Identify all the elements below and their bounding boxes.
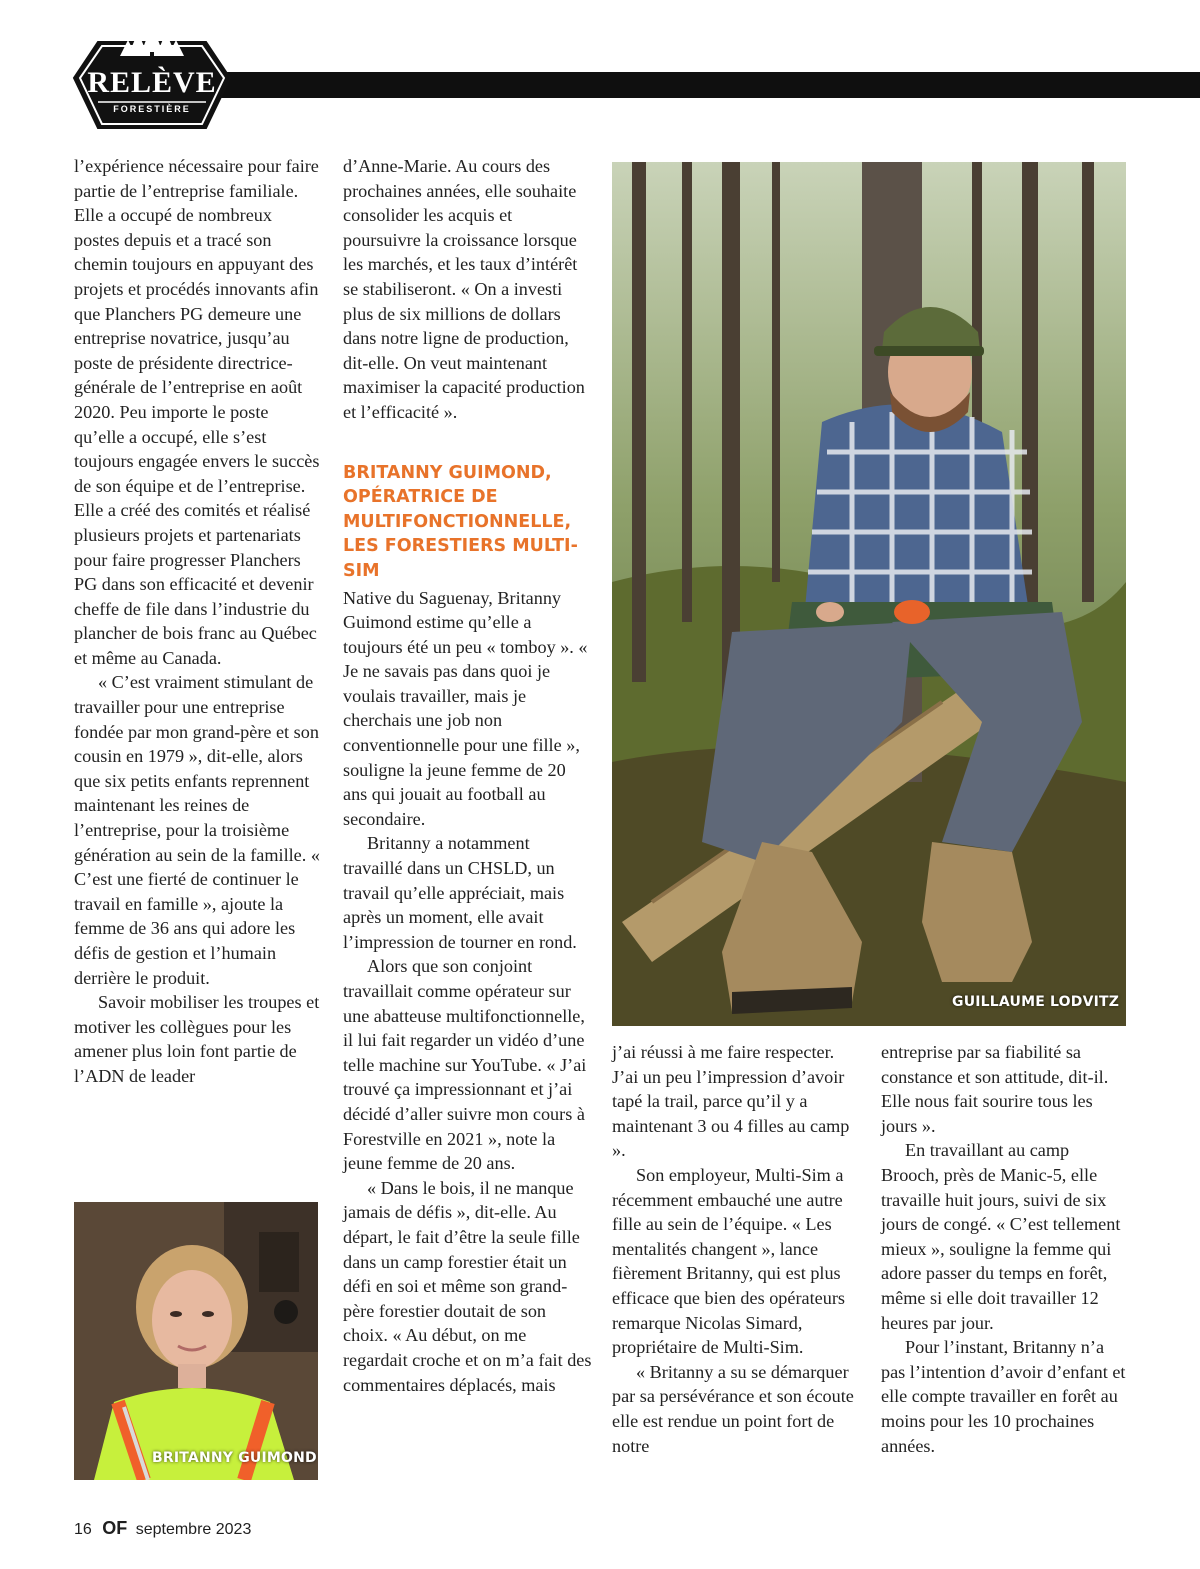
portrait-photo [74,1202,318,1480]
portrait-caption: BRITANNY GUIMOND [152,1450,317,1466]
paragraph: « C’est vraiment stimulant de travailler pour une entreprise fondée par mon grand-père et son cousin en 1979 », dit-elle, alors que six petits enfants reprennent maintenant les reines de l’entreprise, pour la troisième génération au sein de la famille. « C’est une fierté de continuer le travail en famille », ajoute la femme de 36 ans qui adore les défis de gestion et l’humain derrière le produit. [74,672,320,988]
page-footer [74,1518,251,1539]
paragraph: Britanny a notamment travaillé dans un CHSLD, un travail qu’elle appréciait, mais après un moment, elle avait l’impression de tourner en rond. [343,833,577,952]
paragraph: j’ai réussi à me faire respecter. J’ai un peu l’impression d’avoir tapé la trail, parce qu’il y a maintenant 3 ou 4 filles au camp ». [612,1042,850,1161]
main-photo-image [612,162,1126,1026]
logo-subtitle: FORESTIÈRE [113,104,191,114]
magazine-name: OF [102,1518,128,1538]
paragraph: d’Anne-Marie. Au cours des prochaines années, elle souhaite consolider les acquis et poursuivre la croissance lorsque les marchés, et les taux d’intérêt se stabiliseront. « On a investi plus de six millions de dollars dans notre ligne de production, dit-elle. On veut maintenant maximiser la capacité production et l’efficacité ». [343,156,585,422]
paragraph: Son employeur, Multi-Sim a récemment embauché une autre fille au sein de l’équipe. « Les mentalités changent », lance fièrement Britanny, qui est plus efficace que bien des opérateurs remarque Nicolas Simard, propriétaire de Multi-Sim. [612,1164,845,1358]
paragraph: En travaillant au camp Brooch, près de Manic-5, elle travaille huit jours, suivi de six jours de congé. « C’est tellement mieux », souligne la femme qui adore passer du temps en forêt, même si elle doit travailler 12 heures par jour. [881,1140,1121,1333]
article-column-1 [74,154,320,1089]
article-column-4 [881,1040,1131,1458]
issue-date: septembre 2023 [135,1521,252,1538]
section-heading: BRITANNY GUIMOND, OPÉRATRICE DE MULTIFONCTIONNELLE, LES FORESTIERS MULTI-SIM [343,462,578,581]
paragraph: Pour l’instant, Britanny n’a pas l’intention d’avoir d’enfant et elle compte travailler en forêt au moins pour les 10 prochaines années. [881,1337,1126,1456]
header-bar [200,72,1200,98]
paragraph: Native du Saguenay, Britanny Guimond estime qu’elle a toujours été un peu « tomboy ». « Je ne savais pas dans quoi je voulais travailler, mais je cherchais une job non conventionnelle pour une fille », souligne la jeune femme de 20 ans qui jouait au football au secondaire. [343,587,588,829]
paragraph: entreprise par sa fiabilité sa constance et son attitude, dit-il. Elle nous fait sourire tous les jours ». [881,1042,1109,1136]
paragraph: Alors que son conjoint travaillait comme opérateur sur une abatteuse multifonctionnelle, il lui fait regarder un vidéo d’une telle machine sur YouTube. « J’ai trouvé ça impressionnant et j’ai décidé d’aller suivre mon cours à Forestville en 2021 », note la jeune femme de 20 ans. [343,956,587,1174]
paragraph: « Britanny a su se démarquer par sa persévérance et son écoute elle est rendue un point fort de notre [612,1361,854,1456]
main-photo [612,162,1126,1026]
paragraph: l’expérience nécessaire pour faire partie de l’entreprise familiale. Elle a occupé de nombreux postes depuis et a tracé son chemin toujours en appuyant des projets et procédés innovants afin que Planchers PG demeure une entreprise novatrice, jusqu’au poste de présidente directrice-générale de l’entreprise en août 2020. Peu importe le poste qu’elle a occupé, elle s’est toujours engagée envers le succès de son équipe et de l’entreprise. Elle a créé des comités et réalisé plusieurs projets et partenariats pour faire progresser Planchers PG dans son efficacité et devenir cheffe de file dans l’industrie du plancher de bois franc au Québec et même au Canada. [74,156,320,668]
article-column-3 [612,1040,862,1458]
photo-credit: GUILLAUME LODVITZ [952,994,1120,1010]
logo-title: RELÈVE [87,66,217,99]
article-column-2 [343,154,593,1397]
paragraph: « Dans le bois, il ne manque jamais de défis », dit-elle. Au départ, le fait d’être la seule fille dans un camp forestier était un défi en soi et même son grand-père forestier doutait de son choix. « Au début, on me regardait croche et on m’a fait des commentaires déplacés, mais [343,1177,592,1395]
magazine-section-logo [68,22,236,134]
paragraph: Savoir mobiliser les troupes et motiver les collègues pour les amener plus loin font partie de l’ADN de leader [74,992,320,1086]
portrait-photo-image [74,1202,318,1480]
page-number: 16 [74,1521,92,1538]
